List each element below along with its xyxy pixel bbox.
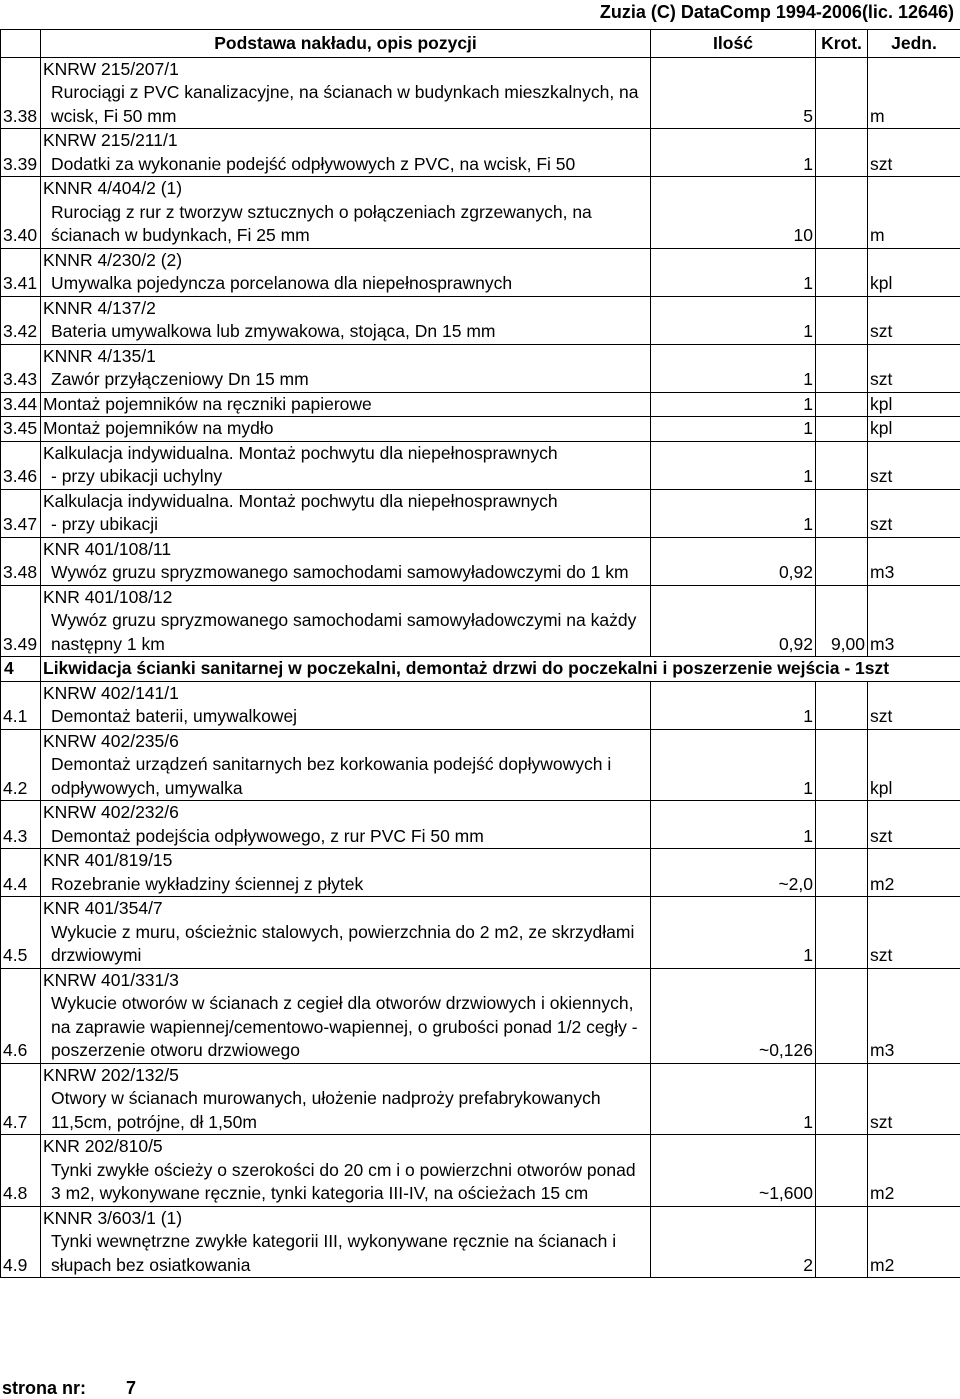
position-multiplier <box>816 417 868 442</box>
position-quantity: ~0,126 <box>651 968 816 1063</box>
position-basis <box>41 441 651 489</box>
table-row <box>1 1135 960 1207</box>
position-quantity: 1 <box>651 897 816 969</box>
position-number: 3.41 <box>1 248 41 296</box>
position-multiplier <box>816 897 868 969</box>
position-quantity: 1 <box>651 296 816 344</box>
position-basis <box>41 1135 651 1207</box>
table-header-row <box>1 30 960 58</box>
position-number: 4.2 <box>1 729 41 801</box>
position-code: Kalkulacja indywidualna. Montaż pochwytu dla niepełnosprawnych <box>43 442 648 466</box>
position-multiplier <box>816 392 868 417</box>
position-multiplier <box>816 489 868 537</box>
position-number: 3.45 <box>1 417 41 442</box>
position-quantity: 2 <box>651 1206 816 1278</box>
position-basis <box>41 296 651 344</box>
position-quantity: 1 <box>651 417 816 442</box>
position-number: 4.3 <box>1 801 41 849</box>
column-header-unit: Jedn. <box>868 30 960 58</box>
position-quantity: 0,92 <box>651 537 816 585</box>
position-quantity: ~2,0 <box>651 849 816 897</box>
position-multiplier <box>816 801 868 849</box>
position-number: 4.1 <box>1 681 41 729</box>
position-unit: szt <box>868 489 960 537</box>
position-description: - przy ubikacji <box>43 513 648 537</box>
position-code: Montaż pojemników na mydło <box>43 417 648 441</box>
position-basis <box>41 681 651 729</box>
position-code: KNNR 4/404/2 (1) <box>43 177 648 201</box>
position-description: Rurociągi z PVC kanalizacyjne, na ścianach w budynkach mieszkalnych, na wcisk, Fi 50 mm <box>43 81 648 128</box>
position-code: KNRW 202/132/5 <box>43 1064 648 1088</box>
position-unit: szt <box>868 129 960 177</box>
position-unit: szt <box>868 296 960 344</box>
position-basis <box>41 537 651 585</box>
section-number: 4 <box>1 657 41 682</box>
position-code: KNNR 3/603/1 (1) <box>43 1207 648 1231</box>
position-quantity: 0,92 <box>651 585 816 657</box>
position-quantity: 1 <box>651 392 816 417</box>
position-multiplier <box>816 1063 868 1135</box>
position-unit: kpl <box>868 417 960 442</box>
section-title: Likwidacja ścianki sanitarnej w poczekalni, demontaż drzwi do poczekalni i poszerzenie wejścia - 1szt <box>41 657 960 682</box>
page-number-label: strona nr: <box>2 1378 86 1398</box>
position-quantity: 1 <box>651 248 816 296</box>
table-row <box>1 296 960 344</box>
position-multiplier <box>816 57 868 129</box>
position-multiplier <box>816 344 868 392</box>
table-row <box>1 344 960 392</box>
position-quantity: 10 <box>651 177 816 249</box>
page-number: 7 <box>126 1378 136 1398</box>
position-basis <box>41 344 651 392</box>
position-unit: szt <box>868 1063 960 1135</box>
position-description: Demontaż baterii, umywalkowej <box>43 705 648 729</box>
position-code: KNR 401/108/12 <box>43 586 648 610</box>
position-description: Tynki zwykłe ościeży o szerokości do 20 cm i o powierzchni otworów ponad 3 m2, wykonywane ręcznie, tynki kategoria III-IV, na ościeżach 15 cm <box>43 1159 648 1206</box>
position-description: Umywalka pojedyncza porcelanowa dla niepełnosprawnych <box>43 272 648 296</box>
position-number: 3.49 <box>1 585 41 657</box>
position-description: Bateria umywalkowa lub zmywakowa, stojąca, Dn 15 mm <box>43 320 648 344</box>
position-unit: m2 <box>868 1135 960 1207</box>
position-basis <box>41 729 651 801</box>
position-multiplier <box>816 177 868 249</box>
document-header: Zuzia (C) DataComp 1994-2006(lic. 12646) <box>600 2 954 23</box>
position-multiplier: 9,00 <box>816 585 868 657</box>
position-basis <box>41 897 651 969</box>
position-number: 3.44 <box>1 392 41 417</box>
table-row <box>1 801 960 849</box>
position-description: Wywóz gruzu spryzmowanego samochodami samowyładowczymi do 1 km <box>43 561 648 585</box>
table-row <box>1 248 960 296</box>
table-row <box>1 897 960 969</box>
position-code: KNNR 4/230/2 (2) <box>43 249 648 273</box>
position-basis <box>41 1206 651 1278</box>
position-unit: m3 <box>868 585 960 657</box>
position-basis <box>41 968 651 1063</box>
table-row <box>1 849 960 897</box>
position-basis <box>41 57 651 129</box>
position-basis <box>41 1063 651 1135</box>
position-quantity: 1 <box>651 801 816 849</box>
position-basis <box>41 585 651 657</box>
position-number: 3.39 <box>1 129 41 177</box>
table-row <box>1 729 960 801</box>
position-number: 4.8 <box>1 1135 41 1207</box>
table-row <box>1 417 960 442</box>
position-quantity: 1 <box>651 344 816 392</box>
position-description: Zawór przyłączeniowy Dn 15 mm <box>43 368 648 392</box>
position-code: KNRW 402/235/6 <box>43 730 648 754</box>
column-header-qty: Ilość <box>651 30 816 58</box>
position-unit: szt <box>868 801 960 849</box>
position-code: KNR 401/819/15 <box>43 849 648 873</box>
position-quantity: 1 <box>651 1063 816 1135</box>
position-description: Otwory w ścianach murowanych, ułożenie nadproży prefabrykowanych 11,5cm, potrójne, dł 1,50m <box>43 1087 648 1134</box>
position-unit: szt <box>868 441 960 489</box>
column-header-desc: Podstawa nakładu, opis pozycji <box>41 30 651 58</box>
position-number: 4.4 <box>1 849 41 897</box>
position-unit: kpl <box>868 392 960 417</box>
table-row <box>1 489 960 537</box>
position-code: KNR 401/108/11 <box>43 538 648 562</box>
position-basis <box>41 801 651 849</box>
position-number: 3.48 <box>1 537 41 585</box>
position-multiplier <box>816 968 868 1063</box>
position-code: Montaż pojemników na ręczniki papierowe <box>43 393 648 417</box>
page-footer <box>2 1378 136 1399</box>
table-body-section-4 <box>1 681 960 1278</box>
table-row <box>1 392 960 417</box>
table-row <box>1 681 960 729</box>
column-header-num <box>1 30 41 58</box>
position-unit: m <box>868 177 960 249</box>
position-basis <box>41 417 651 442</box>
position-multiplier <box>816 1135 868 1207</box>
position-number: 3.40 <box>1 177 41 249</box>
section-heading-row <box>1 657 960 682</box>
table-row <box>1 1206 960 1278</box>
table-row <box>1 441 960 489</box>
position-number: 3.47 <box>1 489 41 537</box>
position-code: KNNR 4/135/1 <box>43 345 648 369</box>
position-number: 4.7 <box>1 1063 41 1135</box>
position-unit: szt <box>868 897 960 969</box>
position-unit: m3 <box>868 537 960 585</box>
position-quantity: 1 <box>651 441 816 489</box>
position-description: Wywóz gruzu spryzmowanego samochodami samowyładowczymi na każdy następny 1 km <box>43 609 648 656</box>
position-multiplier <box>816 537 868 585</box>
position-multiplier <box>816 296 868 344</box>
column-header-price: Krot. <box>816 30 868 58</box>
position-unit: m3 <box>868 968 960 1063</box>
table-body-section-4-heading <box>1 657 960 682</box>
position-description: Dodatki za wykonanie podejść odpływowych z PVC, na wcisk, Fi 50 <box>43 153 648 177</box>
position-code: KNR 401/354/7 <box>43 897 648 921</box>
table-row <box>1 968 960 1063</box>
position-description: Rurociąg z rur z tworzyw sztucznych o połączeniach zgrzewanych, na ścianach w budynkach, Fi 25 mm <box>43 201 648 248</box>
position-code: KNRW 215/211/1 <box>43 129 648 153</box>
position-quantity: ~1,600 <box>651 1135 816 1207</box>
position-code: KNRW 402/141/1 <box>43 682 648 706</box>
table-body-section-3 <box>1 57 960 657</box>
position-code: KNRW 215/207/1 <box>43 58 648 82</box>
position-code: KNNR 4/137/2 <box>43 297 648 321</box>
position-number: 3.42 <box>1 296 41 344</box>
position-unit: kpl <box>868 729 960 801</box>
position-number: 3.43 <box>1 344 41 392</box>
position-basis <box>41 248 651 296</box>
position-unit: m2 <box>868 1206 960 1278</box>
position-quantity: 1 <box>651 729 816 801</box>
position-basis <box>41 129 651 177</box>
position-description: Rozebranie wykładziny ściennej z płytek <box>43 873 648 897</box>
position-unit: szt <box>868 344 960 392</box>
position-code: KNR 202/810/5 <box>43 1135 648 1159</box>
table-row <box>1 537 960 585</box>
position-unit: m <box>868 57 960 129</box>
position-multiplier <box>816 248 868 296</box>
table-row <box>1 1063 960 1135</box>
cost-estimate-table <box>0 29 960 1278</box>
table-row <box>1 585 960 657</box>
position-basis <box>41 392 651 417</box>
position-description: Demontaż podejścia odpływowego, z rur PVC Fi 50 mm <box>43 825 648 849</box>
position-quantity: 1 <box>651 489 816 537</box>
position-quantity: 1 <box>651 681 816 729</box>
table-row <box>1 129 960 177</box>
position-basis <box>41 849 651 897</box>
position-multiplier <box>816 681 868 729</box>
position-quantity: 1 <box>651 129 816 177</box>
position-description: - przy ubikacji uchylny <box>43 465 648 489</box>
position-multiplier <box>816 129 868 177</box>
position-basis <box>41 177 651 249</box>
position-code: Kalkulacja indywidualna. Montaż pochwytu dla niepełnosprawnych <box>43 490 648 514</box>
position-number: 4.5 <box>1 897 41 969</box>
position-number: 3.38 <box>1 57 41 129</box>
position-multiplier <box>816 729 868 801</box>
position-number: 4.6 <box>1 968 41 1063</box>
position-multiplier <box>816 441 868 489</box>
position-number: 3.46 <box>1 441 41 489</box>
position-number: 4.9 <box>1 1206 41 1278</box>
position-quantity: 5 <box>651 57 816 129</box>
position-description: Wykucie otworów w ścianach z cegieł dla otworów drzwiowych i okiennych, na zaprawie wapiennej/cementowo-wapiennej, o grubości ponad 1/2 cegły - poszerzenie otworu drzwiowego <box>43 992 648 1063</box>
table-row <box>1 57 960 129</box>
position-multiplier <box>816 849 868 897</box>
position-unit: szt <box>868 681 960 729</box>
position-code: KNRW 402/232/6 <box>43 801 648 825</box>
position-description: Tynki wewnętrzne zwykłe kategorii III, wykonywane ręcznie na ścianach i słupach bez osiatkowania <box>43 1230 648 1277</box>
position-multiplier <box>816 1206 868 1278</box>
position-description: Wykucie z muru, ościeżnic stalowych, powierzchnia do 2 m2, ze skrzydłami drzwiowymi <box>43 921 648 968</box>
position-basis <box>41 489 651 537</box>
position-unit: m2 <box>868 849 960 897</box>
position-description: Demontaż urządzeń sanitarnych bez korkowania podejść dopływowych i odpływowych, umywalka <box>43 753 648 800</box>
table-row <box>1 177 960 249</box>
position-unit: kpl <box>868 248 960 296</box>
position-code: KNRW 401/331/3 <box>43 969 648 993</box>
